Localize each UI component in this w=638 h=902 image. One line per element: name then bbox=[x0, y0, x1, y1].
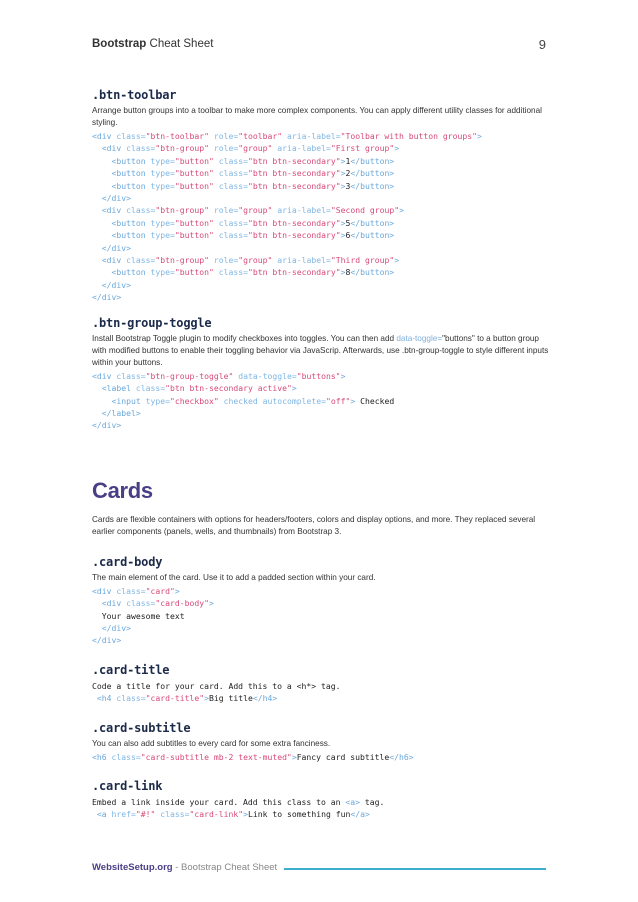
header-title: Cheat Sheet bbox=[146, 38, 214, 50]
section-title-btn-toolbar: .btn-toolbar bbox=[92, 88, 177, 102]
code-block-card-link: Embed a link inside your card. Add this class to an <a> tag. <a href="#!" class="card-link">Link to something fun</a> bbox=[92, 796, 385, 820]
section-description-card-subtitle: You can also add subtitles to every card for some extra fanciness. bbox=[92, 738, 331, 748]
footer-brand: WebsiteSetup.org bbox=[92, 862, 173, 873]
code-block-card-body: <div class="card"> <div class="card-body"> Your awesome text </div> </div> bbox=[92, 585, 214, 646]
page-content bbox=[92, 88, 552, 821]
cards-description: Cards are flexible containers with options for headers/footers, colors and display options, and more. They replaced several earlier components (panels, wells, and thumbnails) from Bootstrap 3. bbox=[92, 514, 536, 536]
page-number: 9 bbox=[538, 37, 546, 52]
section-description-btn-toolbar: Arrange button groups into a toolbar to make more complex components. You can apply different utility classes for additional styling. bbox=[92, 106, 542, 127]
section-title-card-link: .card-link bbox=[92, 778, 163, 793]
footer-rule bbox=[284, 868, 546, 870]
code-block-btn-group-toggle: <div class="btn-group-toggle" data-toggle="buttons"> <label class="btn btn-secondary active"> <input type="checkbox" checked autocomplete="off"> Checked </label> </div> bbox=[92, 370, 395, 431]
section-title-card-subtitle: .card-subtitle bbox=[92, 720, 191, 735]
section-title-btn-group-toggle: .btn-group-toggle bbox=[92, 315, 212, 330]
code-block-card-subtitle: <h6 class="card-subtitle mb-2 text-muted">Fancy card subtitle</h6> bbox=[92, 751, 414, 762]
page-header bbox=[92, 38, 546, 54]
section-description-card-body: The main element of the card. Use it to add a padded section within your card. bbox=[92, 572, 376, 582]
code-block-btn-toolbar: <div class="btn-toolbar" role="toolbar" aria-label="Toolbar with button groups"> <div class="btn-group" role="group" aria-label="First group"> <button type="button" class="btn btn-secondary">1</button> <button type="button" class="btn btn-secondary">2</button> <button type="button" class="btn btn-secondary">3</button> </div> <div class="btn-group" role="group" aria-label="Second group"> <button type="button" class="btn btn-secondary">5</button> <button type="button" class="btn btn-secondary">6</button> </div> <div class="btn-group" role="group" aria-label="Third group"> <button type="button" class="btn btn-secondary">8</button> </div> </div> bbox=[92, 131, 482, 303]
section-description-btn-group-toggle: Install Bootstrap Toggle plugin to modify checkboxes into toggles. You can then add data-toggle="buttons" to a button group with modified buttons to enable their toggling behavior via JavaScrip. Afterwards, use .btn-group-toggle to style different inputs within your buttons. bbox=[92, 333, 549, 367]
section-title-card-title: .card-title bbox=[92, 662, 170, 677]
cards-heading: Cards bbox=[92, 477, 153, 503]
footer-text: - Bootstrap Cheat Sheet bbox=[172, 862, 278, 873]
header-brand: Bootstrap bbox=[92, 38, 147, 50]
page-footer bbox=[92, 862, 546, 876]
code-block-card-title: Code a title for your card. Add this to a <h*> tag. <h4 class="card-title">Big title</h4> bbox=[92, 680, 341, 704]
section-title-card-body: .card-body bbox=[92, 554, 163, 569]
